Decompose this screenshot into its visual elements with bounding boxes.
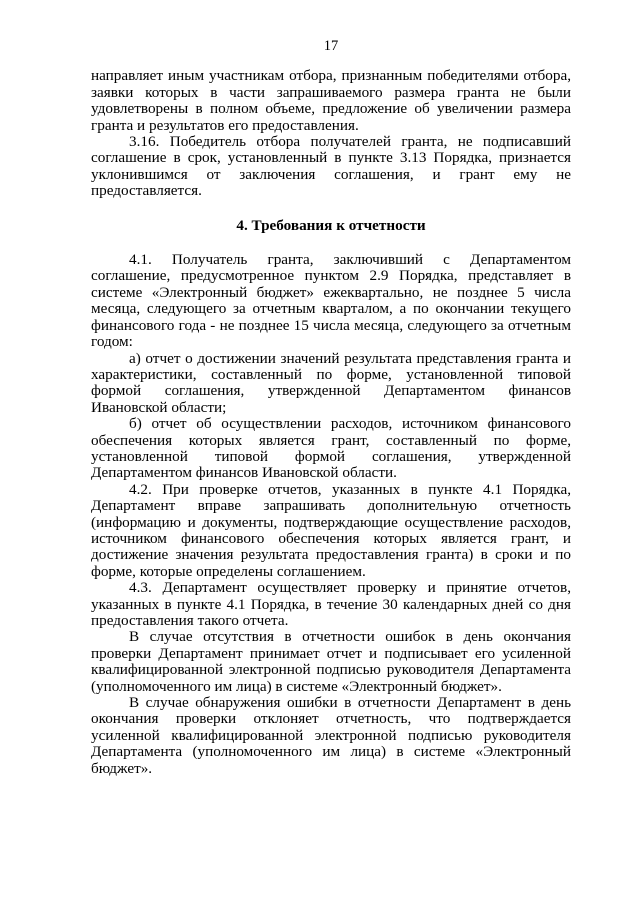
page-number: 17 — [323, 38, 339, 54]
clause-4-1-b: б) отчет об осуществлении расходов, источником финансового обеспечения которых является грант, составленный по форме, установленной типовой формой соглашения, утвержденной Департаментом финансов Ивановской области. — [91, 415, 571, 482]
clause-errors: В случае обнаружения ошибки в отчетности Департамент в день окончания проверки отклоняет отчетность, что подтверждается усиленной квалифицированной электронной подписью руководителя Департамента (уполномоченного им лица) в системе «Электронный бюджет». — [91, 694, 571, 777]
clause-4-1-a: а) отчет о достижении значений результата представления гранта и характеристики, составленный по форме, установленной типовой формой соглашения, утвержденной Департаментом финансов Ивановской области; — [91, 349, 571, 416]
section-title: 4. Требования к отчетности — [236, 216, 426, 234]
clause-no-errors: В случае отсутствия в отчетности ошибок в день окончания проверки Департамент принимает отчет и подписывает его усиленной квалифицированной электронной подписью руководителя Департамента (уполномоченного им лица) в системе «Электронный бюджет». — [91, 628, 571, 695]
clause-4-2: 4.2. При проверке отчетов, указанных в пункте 4.1 Порядка, Департамент вправе запрашивать дополнительную отчетность (информацию и документы, подтверждающие осуществление расходов, источником финансового обеспечения которых является грант, и достижение значения результата предоставления гранта) в сроки и по форме, которые определены соглашением. — [91, 480, 571, 580]
clause-3-16: 3.16. Победитель отбора получателей гранта, не подписавший соглашение в срок, установленный в пункте 3.13 Порядка, признается уклонившимся от заключения соглашения, и грант ему не предоставляется. — [91, 133, 571, 200]
document-page — [91, 38, 571, 777]
clause-4-3: 4.3. Департамент осуществляет проверку и принятие отчетов, указанных в пункте 4.1 Порядка, в течение 30 календарных дней со дня предоставления такого отчета. — [91, 579, 571, 629]
clause-4-1: 4.1. Получатель гранта, заключивший с Департаментом соглашение, предусмотренное пунктом 2.9 Порядка, представляет в системе «Электронный бюджет» ежеквартально, не позднее 5 числа месяца, следующего за отчетным кварталом, а по окончании текущего финансового года - не позднее 15 числа месяца, следующего за отчетным годом: — [91, 251, 571, 351]
intro-paragraph: направляет иным участникам отбора, признанным победителями отбора, заявки которых в части запрашиваемого размера гранта не были удовлетворены в полном объеме, предложение об увеличении размера гранта и результатов его предоставления. — [91, 67, 571, 134]
